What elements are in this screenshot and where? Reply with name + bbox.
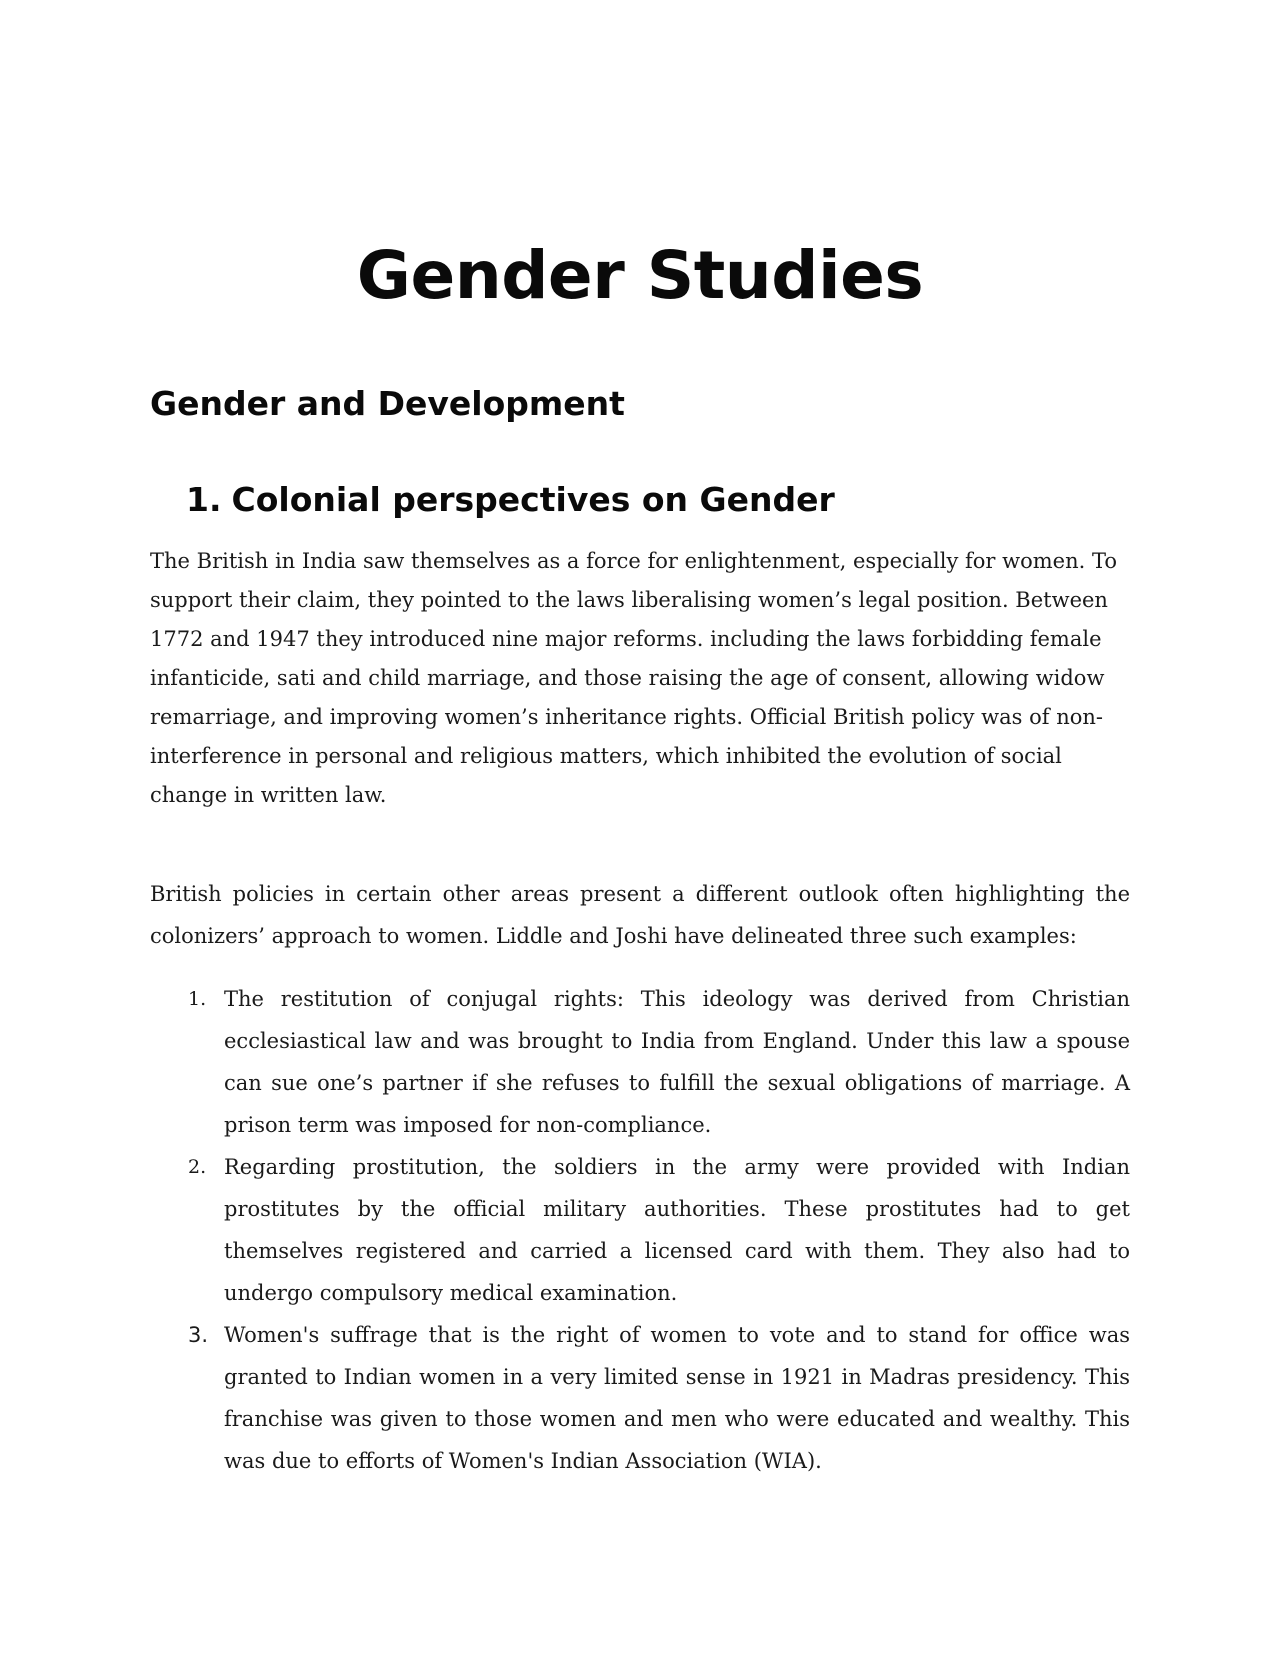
subsection-heading	[186, 478, 835, 522]
paragraph-british-policies: British policies in certain other areas present a different outlook often highlighting the colonizers’ approach to women. Liddle and Joshi have delineated three such examples:	[150, 882, 1130, 948]
list-item-number: 1.	[188, 988, 207, 1010]
document-title: Gender Studies	[356, 237, 924, 314]
list-item	[150, 1314, 1130, 1482]
paragraph-colonial-reforms: The British in India saw themselves as a force for enlightenment, especially for women. To support their claim, they pointed to the laws liberalising women’s legal position. Between 1772 and 1947 they introduced nine major reforms. including the laws forbidding female infanticide, sati and child marriage, and those raising the age of consent, allowing widow remarriage, and improving women’s inheritance rights. Official British policy was of non-interference in personal and religious matters, which inhibited the evolution of social change in written law.	[150, 549, 1118, 807]
list-item-text: Regarding prostitution, the soldiers in the army were provided with Indian prostitutes by the official military authorities. These prostitutes had to get themselves registered and carried a licensed card with them. They also had to undergo compulsory medical examination.	[224, 1155, 1130, 1305]
list-item-number: 2.	[188, 1156, 207, 1178]
list-item-number: 3.	[188, 1323, 209, 1347]
list-item-text: The restitution of conjugal rights: This ideology was derived from Christian ecclesiastical law and was brought to India from England. Under this law a spouse can sue one’s partner if she refuses to fulfill the sexual obligations of marriage. A prison term was imposed for non-compliance.	[224, 987, 1130, 1137]
subsection-heading-text: Colonial perspectives on Gender	[231, 480, 835, 519]
examples-list	[150, 978, 1130, 1482]
list-item-text: Women's suffrage that is the right of women to vote and to stand for office was granted to Indian women in a very limited sense in 1921 in Madras presidency. This franchise was given to those women and men who were educated and wealthy. This was due to efforts of Women's Indian Association (WIA).	[224, 1323, 1130, 1473]
list-item	[150, 1146, 1130, 1314]
subsection-number: 1.	[186, 480, 222, 519]
section-heading: Gender and Development	[150, 384, 625, 423]
list-item	[150, 978, 1130, 1146]
